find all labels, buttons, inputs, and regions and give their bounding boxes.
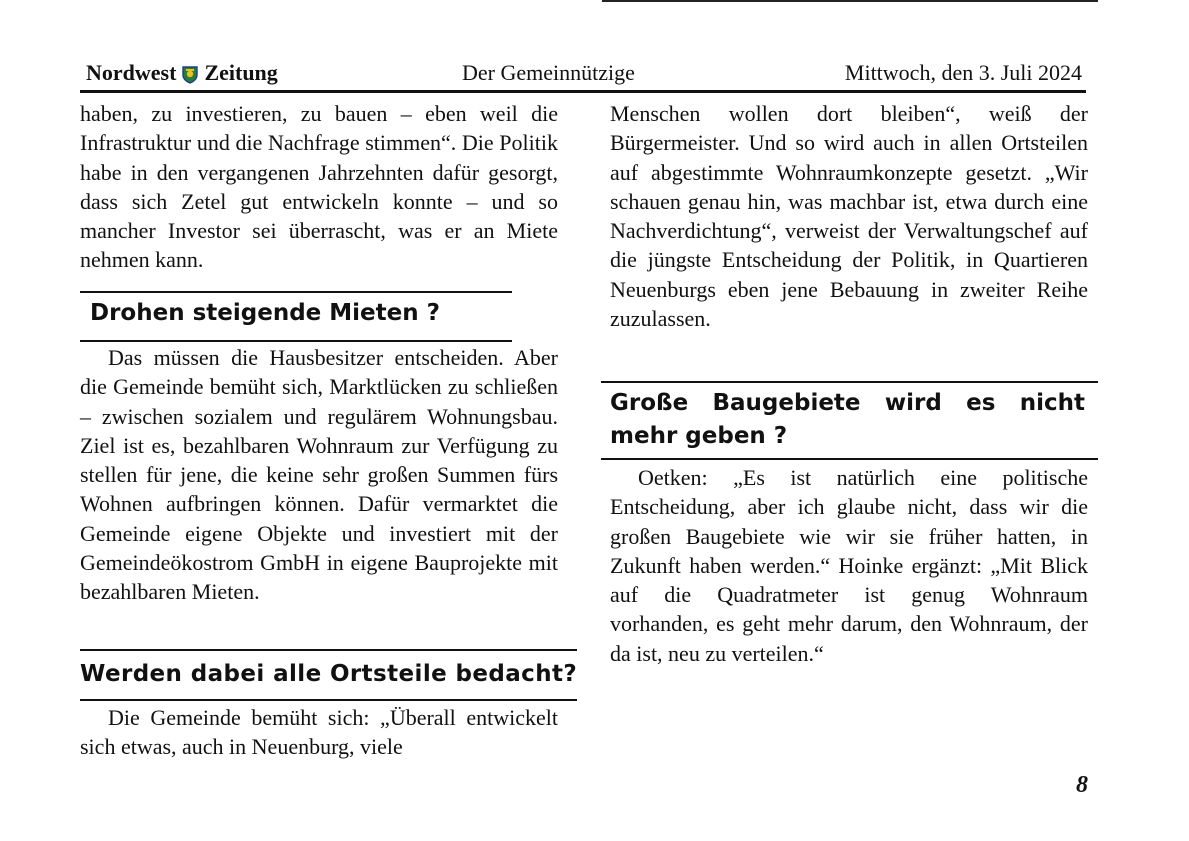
heading-rule-top (80, 649, 577, 651)
heading-rule-bottom (80, 340, 512, 342)
crest-icon (182, 64, 198, 82)
heading-baugebiete: Große Baugebiete wird es nicht mehr geben ? (610, 390, 1085, 449)
page-header (80, 58, 1086, 90)
top-rule (602, 0, 1098, 2)
paper-name-part1: Nordwest (86, 60, 177, 85)
heading-rule-bottom (80, 699, 577, 701)
page-number: 8 (1076, 772, 1088, 798)
left-para-3: Die Gemeinde bemüht sich: „Überall entwickelt sich etwas, auch in Neuenburg, viele (80, 705, 558, 760)
heading-ortsteile: Werden dabei alle Ortsteile bedacht? (80, 661, 578, 687)
right-para-2: Oetken: „Es ist natürlich eine politische Entscheidung, aber ich glaube nicht, dass wir die großen Baugebiete wie wir sie früher hatten, in Zukunft haben werden.“ Hoinke ergänzt: „Mit Blick auf die Quadratmeter ist genug Wohnraum vorhanden, es geht mehr darum, den Wohnraum, der da ist, neu zu verteilen.“ (610, 465, 1088, 666)
header-rule (80, 90, 1086, 93)
paper-name-part2: Zeitung (204, 60, 278, 85)
left-para-1: haben, zu investieren, zu bauen – eben weil die Infrastruktur und die Nachfrage stimmen“. Die Politik habe in den vergangenen Jahrzehnten dafür gesorgt, dass sich Zetel gut entwickeln konnte – und so mancher Investor sei überrascht, was er an Miete nehmen kann. (80, 101, 558, 273)
left-para-2: Das müssen die Hausbesitzer entscheiden. Aber die Gemeinde bemüht sich, Marktlücken zu schließen – zwischen sozialem und regulärem Wohnungsbau. Ziel ist es, bezahlbaren Wohnraum zur Verfügung zu stellen für jene, die keine sehr großen Summen fürs Wohnen aufbringen können. Dafür vermarktet die Gemeinde eigene Objekte und investiert mit der Gemeindeökostrom GmbH in eigene Bauprojekte mit bezahlbaren Mieten. (80, 345, 558, 605)
section-title: Der Gemeinnützige (462, 60, 635, 85)
issue-date: Mittwoch, den 3. Juli 2024 (844, 60, 1082, 85)
heading-rule-top (80, 291, 512, 293)
heading-rule-bottom (601, 458, 1098, 460)
heading-drohen-mieten: Drohen steigende Mieten ? (90, 300, 440, 326)
newspaper-name (86, 60, 278, 86)
right-para-1: Menschen wollen dort bleiben“, weiß der Bürgermeister. Und so wird auch in allen Ortsteilen auf abgestimmte Wohnraumkonzepte gesetzt. „Wir schauen genau hin, was machbar ist, etwa durch eine Nachverdichtung“, verweist der Verwaltungschef auf die jüngste Entscheidung der Politik, in Quartieren Neuenburgs eben jene Bebauung in zweiter Reihe zuzulassen. (610, 101, 1088, 332)
heading-rule-top (601, 381, 1098, 383)
